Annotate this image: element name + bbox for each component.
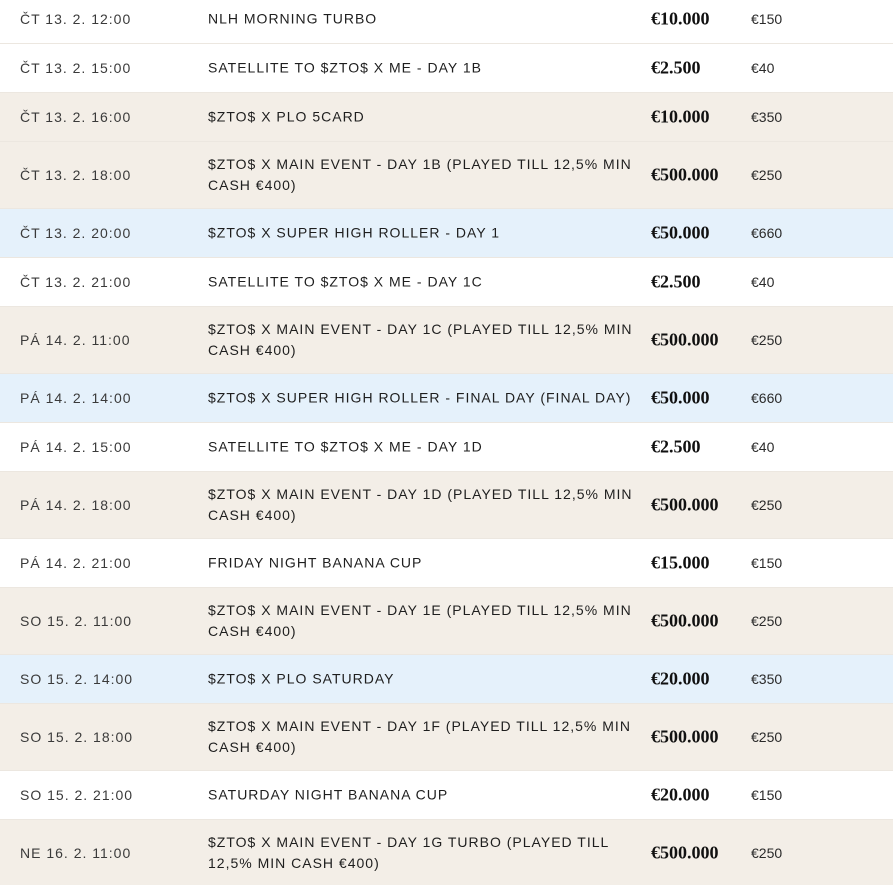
event-guarantee: €15.000 [651,552,710,573]
event-date: ČT 13. 2. 20:00 [20,225,132,241]
event-buyin: €250 [751,167,783,183]
event-date: PÁ 14. 2. 15:00 [20,439,132,455]
event-date: PÁ 14. 2. 14:00 [20,390,132,406]
event-name: SATELLITE TO $ZTO$ X ME - DAY 1D [208,438,483,455]
event-buyin: €150 [751,787,783,803]
event-name: $ZTO$ X SUPER HIGH ROLLER - FINAL DAY (FINAL DAY) [208,389,632,406]
event-date: ČT 13. 2. 16:00 [20,109,132,125]
table-row[interactable] [0,820,893,885]
event-buyin: €250 [751,729,783,745]
table-row[interactable] [0,704,893,771]
event-buyin: €250 [751,613,783,629]
event-date: SO 15. 2. 11:00 [20,613,133,629]
event-date: PÁ 14. 2. 18:00 [20,497,132,513]
table-row[interactable] [0,472,893,539]
event-guarantee: €500.000 [651,329,719,350]
table-row[interactable] [0,588,893,655]
event-name: SATURDAY NIGHT BANANA CUP [208,786,449,803]
table-row[interactable] [0,771,893,820]
event-name: $ZTO$ X MAIN EVENT - DAY 1C (PLAYED TILL 12,5% MIN CASH €400) [208,321,633,358]
event-guarantee: €50.000 [651,387,710,408]
event-guarantee: €20.000 [651,668,710,689]
event-name: FRIDAY NIGHT BANANA CUP [208,554,423,571]
table-row[interactable] [0,209,893,258]
event-name: $ZTO$ X PLO SATURDAY [208,670,395,687]
event-guarantee: €500.000 [651,726,719,747]
event-date: SO 15. 2. 14:00 [20,671,134,687]
event-guarantee: €500.000 [651,164,719,185]
event-date: ČT 13. 2. 15:00 [20,60,132,76]
event-guarantee: €500.000 [651,494,719,515]
event-buyin: €250 [751,845,783,861]
event-buyin: €40 [751,439,775,455]
event-date: SO 15. 2. 21:00 [20,787,134,803]
event-name: NLH MORNING TURBO [208,10,378,27]
event-buyin: €660 [751,225,783,241]
event-name: $ZTO$ X MAIN EVENT - DAY 1B (PLAYED TILL 12,5% MIN CASH €400) [208,156,632,193]
event-name: $ZTO$ X MAIN EVENT - DAY 1F (PLAYED TILL 12,5% MIN CASH €400) [208,718,631,755]
table-row[interactable] [0,374,893,423]
event-guarantee: €2.500 [651,57,701,78]
table-row[interactable] [0,258,893,307]
event-name: SATELLITE TO $ZTO$ X ME - DAY 1C [208,273,483,290]
event-date: PÁ 14. 2. 21:00 [20,555,132,571]
event-name: $ZTO$ X PLO 5CARD [208,108,365,125]
event-buyin: €350 [751,671,783,687]
table-row[interactable] [0,539,893,588]
event-buyin: €660 [751,390,783,406]
event-buyin: €40 [751,274,775,290]
event-guarantee: €20.000 [651,784,710,805]
event-guarantee: €10.000 [651,8,710,29]
event-buyin: €150 [751,555,783,571]
event-name: SATELLITE TO $ZTO$ X ME - DAY 1B [208,59,482,76]
table-row[interactable] [0,0,893,44]
event-date: ČT 13. 2. 21:00 [20,274,132,290]
event-date: SO 15. 2. 18:00 [20,729,134,745]
event-name: $ZTO$ X MAIN EVENT - DAY 1E (PLAYED TILL 12,5% MIN CASH €400) [208,602,632,639]
event-guarantee: €500.000 [651,610,719,631]
event-buyin: €250 [751,332,783,348]
event-date: NE 16. 2. 11:00 [20,845,132,861]
event-guarantee: €50.000 [651,222,710,243]
event-name: $ZTO$ X SUPER HIGH ROLLER - DAY 1 [208,224,501,241]
event-name: $ZTO$ X MAIN EVENT - DAY 1D (PLAYED TILL 12,5% MIN CASH €400) [208,486,633,523]
event-date: ČT 13. 2. 18:00 [20,167,132,183]
event-guarantee: €2.500 [651,271,701,292]
event-name: $ZTO$ X MAIN EVENT - DAY 1G TURBO (PLAYED TILL 12,5% MIN CASH €400) [208,834,609,871]
table-row[interactable] [0,142,893,209]
event-date: ČT 13. 2. 12:00 [20,11,132,27]
event-guarantee: €2.500 [651,436,701,457]
table-row[interactable] [0,93,893,142]
event-date: PÁ 14. 2. 11:00 [20,332,131,348]
event-guarantee: €500.000 [651,842,719,863]
table-row[interactable] [0,307,893,374]
event-guarantee: €10.000 [651,106,710,127]
event-buyin: €350 [751,109,783,125]
table-row[interactable] [0,655,893,704]
table-row[interactable] [0,44,893,93]
event-buyin: €250 [751,497,783,513]
event-buyin: €150 [751,11,783,27]
table-row[interactable] [0,423,893,472]
event-buyin: €40 [751,60,775,76]
